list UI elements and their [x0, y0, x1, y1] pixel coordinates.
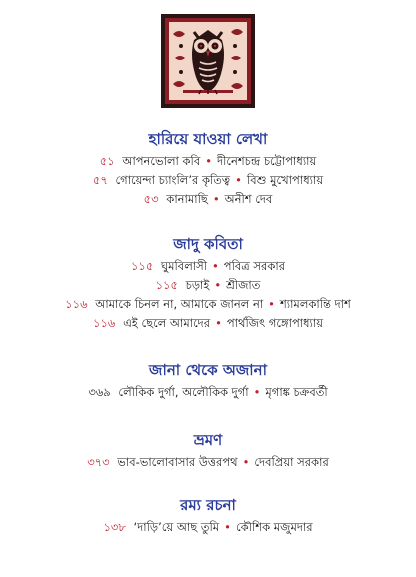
bullet-icon: • [212, 259, 219, 273]
entry-title: আমাকে চিনল না, আমাকে জানল না [95, 297, 264, 311]
bullet-icon: • [214, 278, 222, 292]
bullet-icon: • [224, 520, 231, 534]
entry-title: লৌকিক দুর্গা, অলৌকিক দুর্গা [118, 385, 249, 399]
entry-author: পবিত্র সরকার [223, 259, 286, 273]
section-title: রম্য রচনা [180, 496, 236, 514]
page-number: ৫১ [99, 154, 115, 168]
page-number: ৩৭৩ [87, 455, 110, 469]
entry-title: গোয়েন্দা চ্যাংলি’র কৃতিত্ব [115, 173, 231, 187]
list-item [0, 383, 416, 402]
list-item [0, 314, 416, 333]
entry-author: অনীশ দেব [224, 192, 273, 206]
owl-logo [161, 14, 255, 108]
entry-author: শ্রীজাত [226, 278, 261, 292]
entry-author: কৌশিক মজুমদার [235, 520, 313, 534]
entry-author: দেবপ্রিয়া সরকার [254, 455, 329, 469]
bullet-icon: • [215, 316, 222, 330]
entry-author: মৃগাঙ্ক চক্রবর্তী [265, 385, 328, 399]
section-title: হারিয়ে যাওয়া লেখা [148, 130, 268, 148]
entry-title: আপনভোলা কবি [122, 154, 201, 168]
section-magic-poems [0, 234, 416, 333]
bullet-icon: • [268, 297, 275, 311]
list-item [0, 453, 416, 472]
section-lost-writings [0, 129, 416, 209]
section-humor [0, 495, 416, 537]
page-number: ১১৫ [130, 259, 154, 273]
list-item [0, 295, 416, 314]
page-number: ১৩৮ [103, 520, 126, 534]
entry-title: চড়াই [185, 278, 210, 292]
section-travel [0, 430, 416, 472]
entry-author: পার্থজিৎ গঙ্গোপাধ্যায় [226, 316, 323, 330]
entry-author: বিশু মুখোপাধ্যায় [246, 173, 324, 187]
section-title: ভ্রমণ [193, 431, 223, 449]
page-number: ৫৩ [143, 192, 159, 206]
entry-title: ‘দাড়ি’য়ে আছ তুমি [133, 520, 220, 534]
page-number: ৩৬৯ [88, 385, 111, 399]
section-known-to-unknown [0, 360, 416, 402]
list-item [0, 152, 416, 171]
entry-title: এই ছেলে আমাদের [123, 316, 211, 330]
bullet-icon: • [235, 173, 242, 187]
list-item [0, 190, 416, 209]
list-item [0, 171, 416, 190]
entry-title: ভাব-ভালোবাসার উত্তরপথ [117, 455, 238, 469]
entry-author: শ্যামলকান্তি দাশ [279, 297, 351, 311]
section-title: জানা থেকে অজানা [149, 361, 267, 379]
entry-title: কানামাছি [166, 192, 208, 206]
list-item [0, 518, 416, 537]
entry-author: দীনেশচন্দ্র চট্টোপাধ্যায় [217, 154, 317, 168]
bullet-icon: • [212, 192, 220, 206]
section-title: জাদু কবিতা [173, 235, 243, 253]
bullet-icon: • [253, 385, 261, 399]
bullet-icon: • [242, 455, 250, 469]
page-number: ১১৫ [155, 278, 178, 292]
entry-title: ঘুমবিলাসী [161, 259, 207, 273]
list-item [0, 257, 416, 276]
page-number: ৫৭ [92, 173, 108, 187]
bullet-icon: • [205, 154, 213, 168]
page-number: ১১৬ [93, 316, 116, 330]
page-number: ১১৬ [65, 297, 88, 311]
owl-icon [161, 14, 255, 108]
list-item [0, 276, 416, 295]
